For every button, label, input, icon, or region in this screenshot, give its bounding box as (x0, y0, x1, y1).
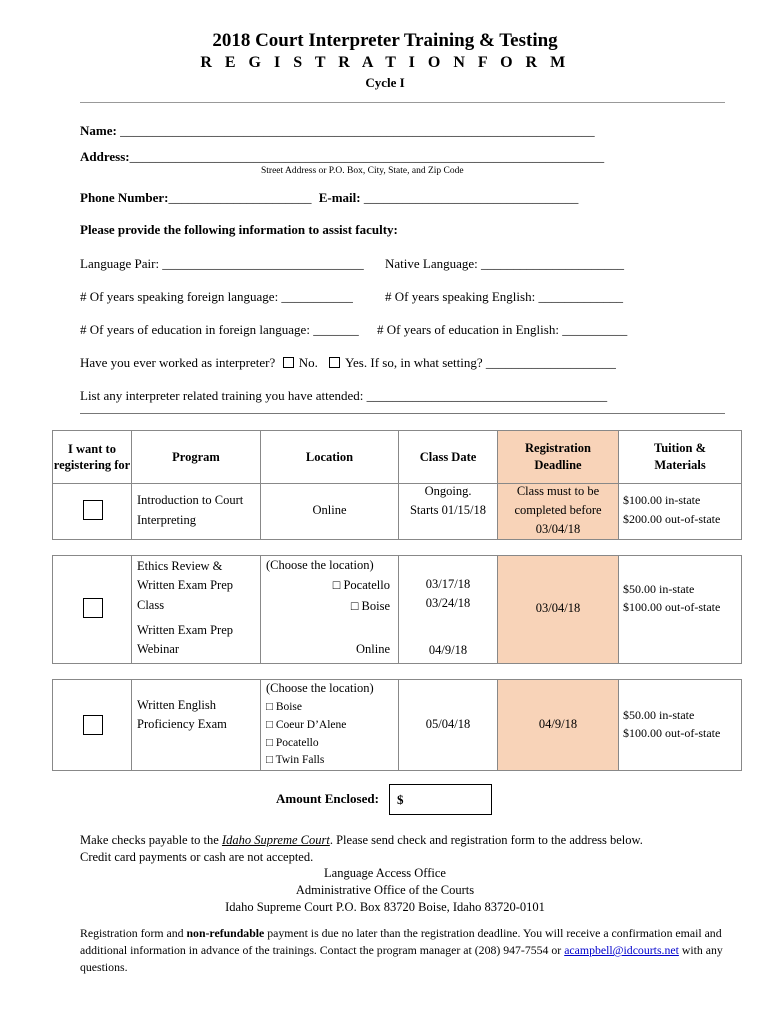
row2-location-pocatello[interactable]: □ Pocatello (332, 578, 390, 592)
row1-date-line2: Starts 01/15/18 (409, 503, 487, 517)
address-line1: Language Access Office (324, 866, 446, 880)
row2-tuition-line2: $100.00 out-of-state (623, 600, 721, 614)
edu-english-field[interactable]: # Of years of education in English: __________ (377, 322, 628, 337)
name-label: Name: (80, 123, 117, 138)
email-blank[interactable]: _________________________________ (363, 190, 579, 205)
years-english-field[interactable]: # Of years speaking English: _____________ (385, 289, 623, 304)
row3-checkbox[interactable] (83, 715, 103, 735)
email-label: E-mail: (318, 190, 361, 205)
cycle-label: Cycle I (365, 75, 405, 90)
row2-program-a-line3: Class (137, 598, 165, 612)
row2-location-header: (Choose the location) (266, 558, 374, 572)
header-program: Program (131, 430, 261, 484)
amount-currency: $ (397, 792, 404, 807)
address-line2: Administrative Office of the Courts (295, 883, 475, 897)
row1-checkbox[interactable] (83, 500, 103, 520)
row2-date-3: 04/9/18 (428, 643, 468, 657)
row1-date-line1: Ongoing. (424, 484, 472, 498)
info-prompt: Please provide the following information to assist faculty: (80, 222, 398, 237)
years-foreign-field[interactable]: # Of years speaking foreign language: ___________ (80, 289, 353, 304)
yes-checkbox-icon[interactable] (329, 357, 340, 368)
amount-label: Amount Enclosed: (276, 791, 379, 806)
name-blank[interactable]: _________________________________________________________________________ (120, 123, 595, 138)
row3-location-header: (Choose the location) (266, 681, 374, 695)
row2-date-1: 03/17/18 (425, 577, 471, 591)
no-option-label: No. (298, 355, 318, 370)
form-subtitle: R E G I S T R A T I O N F O R M (200, 54, 570, 71)
footer-note: Registration form and non-refundable payment is due no later than the registration deadline. You will receive a confirmation email and additional information in advance of the trainings. Contact the program manager at (208) 947-7554 or acampbell@idcourts.net with any questions. (80, 926, 723, 974)
row1-program-line2: Interpreting (137, 513, 197, 527)
name-row[interactable] (80, 123, 595, 139)
header-class-date: Class Date (398, 430, 498, 484)
worked-question: Have you ever worked as interpreter? (80, 355, 276, 370)
address-row[interactable] (80, 149, 604, 165)
row1-deadline-line3: 03/04/18 (535, 522, 581, 536)
address-hint: Street Address or P.O. Box, City, State, and Zip Code (261, 166, 464, 176)
worked-question-row (80, 355, 616, 371)
row3-location-pocatello[interactable]: □ Pocatello (266, 737, 319, 749)
row2-location-boise[interactable]: □ Boise (350, 599, 390, 613)
amount-field[interactable] (389, 784, 492, 815)
row3-program-line1: Written English (137, 698, 216, 712)
row2-program-b-line1: Written Exam Prep (137, 623, 233, 637)
row2-date-2: 03/24/18 (425, 596, 471, 610)
row2-program-a-line2: Written Exam Prep (137, 578, 233, 592)
row1-deadline-line1: Class must to be (516, 484, 600, 498)
non-refundable-emphasis: non-refundable (186, 926, 265, 940)
row1-tuition-line2: $200.00 out-of-state (623, 512, 721, 526)
contact-email-link[interactable]: acampbell@idcourts.net (564, 943, 679, 957)
row2-program-a-line1: Ethics Review & (137, 559, 223, 573)
header-deadline: Registration Deadline (497, 430, 619, 484)
row2-checkbox[interactable] (83, 598, 103, 618)
address-label: Address: (80, 149, 130, 164)
row3-location-twin-falls[interactable]: □ Twin Falls (266, 754, 325, 766)
row2-tuition-line1: $50.00 in-state (623, 582, 695, 596)
row3-tuition-line1: $50.00 in-state (623, 708, 695, 722)
address-blank[interactable]: _________________________________________________________________________ (129, 149, 605, 164)
header-location: Location (260, 430, 399, 484)
row2-location-online: Online (355, 642, 390, 656)
edu-foreign-field[interactable]: # Of years of education in foreign language: _______ (80, 322, 359, 337)
native-language-field[interactable]: Native Language: ______________________ (385, 256, 625, 271)
payment-line2: Credit card payments or cash are not accepted. (80, 850, 314, 864)
row3-location-boise[interactable]: □ Boise (266, 701, 303, 713)
row3-program-line2: Proficiency Exam (137, 717, 227, 731)
phone-blank[interactable]: ______________________ (168, 190, 312, 205)
language-pair-field[interactable]: Language Pair: _______________________________ (80, 256, 364, 271)
form-title: 2018 Court Interpreter Training & Testing (212, 30, 558, 51)
row3-date: 05/04/18 (425, 717, 471, 731)
payee-link: Idaho Supreme Court (221, 833, 330, 847)
no-checkbox-icon[interactable] (283, 357, 294, 368)
row2-deadline: 03/04/18 (535, 601, 581, 615)
row3-deadline: 04/9/18 (538, 717, 578, 731)
header-want: I want to registering for (52, 430, 132, 484)
phone-email-row[interactable] (80, 190, 578, 206)
fields-divider (80, 413, 725, 414)
payment-line1: Make checks payable to the Idaho Supreme Court. Please send check and registration form to the address below. (80, 833, 643, 847)
training-field[interactable]: List any interpreter related training you have attended: _____________________________________ (80, 388, 608, 403)
yes-option-label[interactable]: Yes. If so, in what setting? ____________________ (344, 355, 616, 370)
row3-tuition-line2: $100.00 out-of-state (623, 726, 721, 740)
phone-label: Phone Number: (80, 190, 169, 205)
row1-location: Online (312, 503, 347, 517)
row2-program-b-line2: Webinar (137, 642, 180, 656)
row1-program-line1: Introduction to Court (137, 493, 244, 507)
row3-location-coeur-dalene[interactable]: □ Coeur D’Alene (266, 719, 347, 731)
address-line3: Idaho Supreme Court P.O. Box 83720 Boise, Idaho 83720-0101 (225, 900, 545, 914)
row1-tuition-line1: $100.00 in-state (623, 493, 701, 507)
row1-deadline-line2: completed before (514, 503, 602, 517)
header-tuition: Tuition & Materials (618, 430, 742, 484)
header-divider (80, 102, 725, 103)
